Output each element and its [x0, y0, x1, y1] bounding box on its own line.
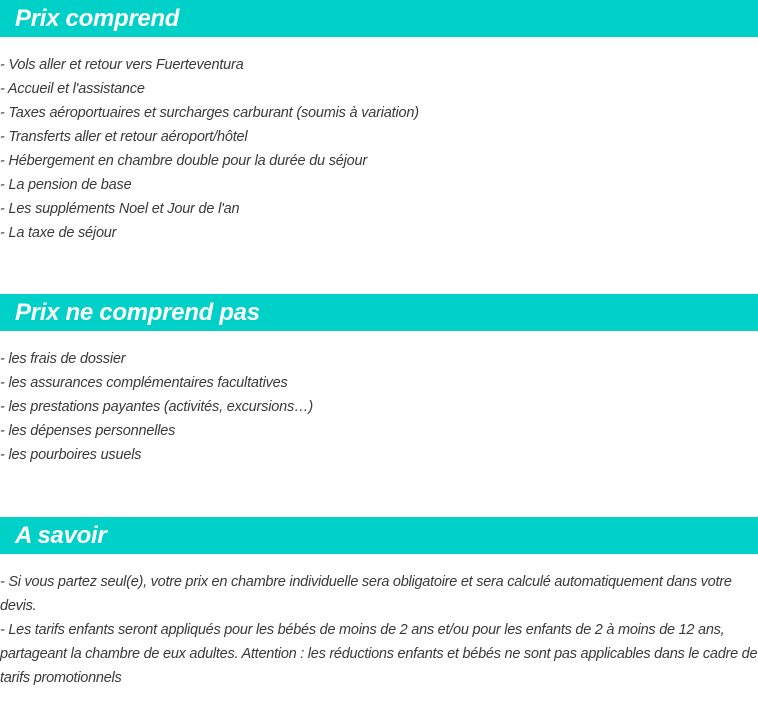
section-title: Prix ne comprend pas [15, 298, 260, 326]
list-item: - les frais de dossier [0, 351, 126, 367]
list-item: - Transferts aller et retour aéroport/hôtel [0, 129, 248, 145]
section-header-price-excludes [0, 294, 758, 331]
price-includes-list [0, 37, 758, 245]
price-excludes-section [0, 294, 758, 467]
good-to-know-content [0, 554, 758, 690]
section-header-good-to-know [0, 517, 758, 554]
list-item: - Vols aller et retour vers Fuerteventura [0, 57, 244, 73]
list-item: - les pourboires usuels [0, 447, 142, 463]
good-to-know-section [0, 517, 758, 690]
list-item: - les dépenses personnelles [0, 423, 176, 439]
info-paragraph: - Si vous partez seul(e), votre prix en chambre individuelle sera obligatoire et sera calculé automatiquement dans votre devis. [0, 574, 732, 614]
list-item: - La pension de base [0, 177, 132, 193]
list-item: - les prestations payantes (activités, excursions…) [0, 399, 313, 415]
list-item: - les assurances complémentaires facultatives [0, 375, 288, 391]
section-title: A savoir [15, 521, 107, 549]
price-includes-section [0, 0, 758, 245]
list-item: - Taxes aéroportuaires et surcharges carburant (soumis à variation) [0, 105, 419, 121]
info-paragraph: - Les tarifs enfants seront appliqués pour les bébés de moins de 2 ans et/ou pour les enfants de 2 à moins de 12 ans, partageant la chambre de eux adultes. Attention : les réductions enfants et bébés ne sont pas applicables dans le cadre de tarifs promotionnels [0, 622, 758, 686]
section-title: Prix comprend [15, 4, 180, 32]
list-item: - Les suppléments Noel et Jour de l'an [0, 201, 240, 217]
list-item: - La taxe de séjour [0, 225, 117, 241]
section-header-price-includes [0, 0, 758, 37]
list-item: - Hébergement en chambre double pour la durée du séjour [0, 153, 368, 169]
price-excludes-list [0, 331, 758, 467]
list-item: - Accueil et l'assistance [0, 81, 145, 97]
